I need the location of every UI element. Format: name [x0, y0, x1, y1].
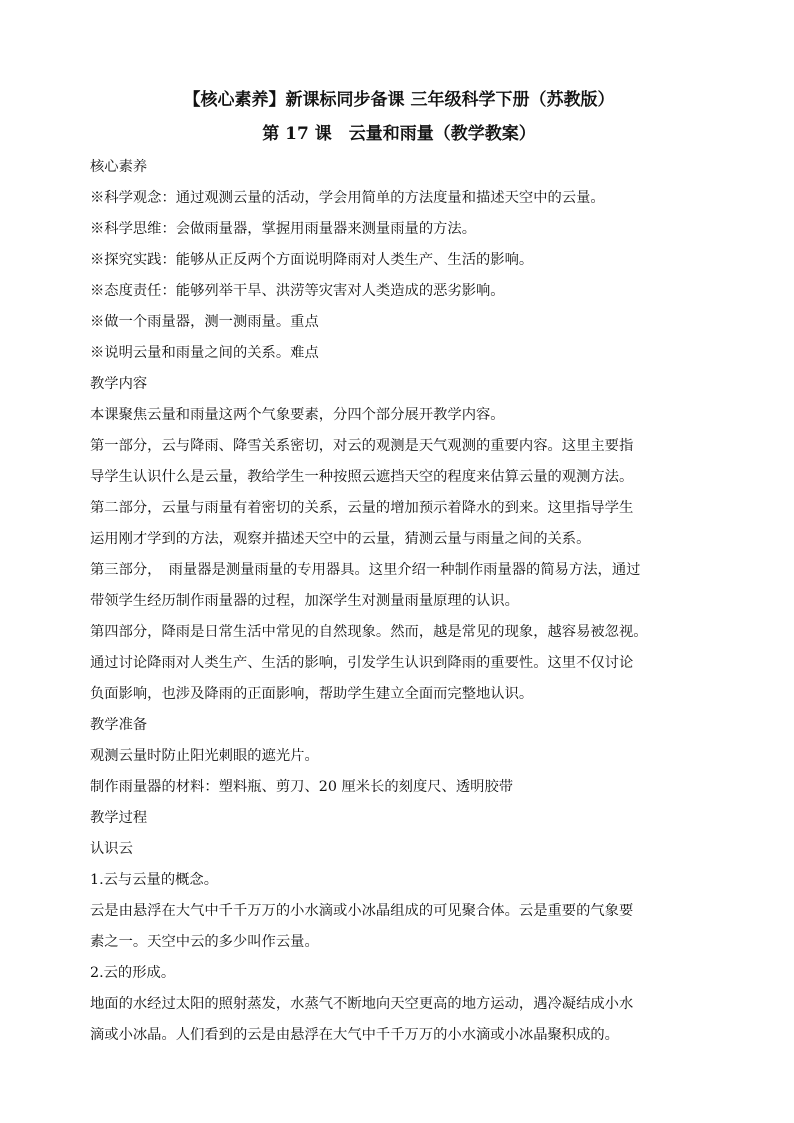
- text-line: ※说明云量和雨量之间的关系。难点: [90, 345, 319, 361]
- section-heading: 核心素养: [90, 159, 148, 175]
- text-line: 第一部分，云与降雨、降雪关系密切，对云的观测是天气观测的重要内容。这里主要指: [90, 438, 634, 454]
- text-line: ※态度责任：能够列举干旱、洪涝等灾害对人类造成的恶劣影响。: [90, 283, 505, 299]
- text-line: 2.云的形成。: [90, 965, 176, 981]
- text-line: 制作雨量器的材料：塑料瓶、剪刀、20 厘米长的刻度尺、透明胶带: [90, 779, 514, 795]
- text-line: 第二部分，云量与雨量有着密切的关系，云量的增加预示着降水的到来。这里指导学生: [90, 500, 634, 516]
- section-heading: 认识云: [90, 841, 133, 857]
- text-line: 1.云与云量的概念。: [90, 872, 219, 888]
- lesson-title: 第 17 课 云量和雨量（教学教案）: [262, 124, 536, 144]
- text-line: 地面的水经过太阳的照射蒸发，水蒸气不断地向天空更高的地方运动，遇冷凝结成小水: [90, 996, 634, 1012]
- text-line: ※科学思维：会做雨量器，掌握用雨量器来测量雨量的方法。: [90, 221, 477, 237]
- text-line: ※做一个雨量器，测一测雨量。重点: [90, 314, 319, 330]
- text-line: 云是由悬浮在大气中千千万万的小水滴或小冰晶组成的可见聚合体。云是重要的气象要: [90, 903, 634, 919]
- text-line: 带领学生经历制作雨量器的过程，加深学生对测量雨量原理的认识。: [90, 593, 519, 609]
- text-line: 观测云量时防止阳光刺眼的遮光片。: [90, 748, 319, 764]
- document-body: [90, 152, 708, 1051]
- section-heading: 教学内容: [90, 376, 148, 392]
- document-title: 【核心素养】新课标同步备课 三年级科学下册（苏教版）: [183, 90, 615, 110]
- text-line: ※科学观念：通过观测云量的活动，学会用简单的方法度量和描述天空中的云量。: [90, 190, 605, 206]
- text-line: 滴或小冰晶。人们看到的云是由悬浮在大气中千千万万的小水滴或小冰晶聚积成的。: [90, 1027, 619, 1043]
- section-heading: 教学准备: [90, 717, 148, 733]
- text-line: 负面影响，也涉及降雨的正面影响，帮助学生建立全面而完整地认识。: [90, 686, 534, 702]
- text-line: 运用刚才学到的方法，观察并描述天空中的云量，猜测云量与雨量之间的关系。: [90, 531, 591, 547]
- text-line: 素之一。天空中云的多少叫作云量。: [90, 934, 319, 950]
- text-line: 第三部分， 雨量器是测量雨量的专用器具。这里介绍一种制作雨量器的简易方法，通过: [90, 562, 641, 578]
- text-line: 导学生认识什么是云量，教给学生一种按照云遮挡天空的程度来估算云量的观测方法。: [90, 469, 634, 485]
- text-line: 本课聚焦云量和雨量这两个气象要素，分四个部分展开教学内容。: [90, 407, 505, 423]
- text-line: 第四部分，降雨是日常生活中常见的自然现象。然而，越是常见的现象，越容易被忽视。: [90, 624, 648, 640]
- section-heading: 教学过程: [90, 810, 148, 826]
- text-line: ※探究实践：能够从正反两个方面说明降雨对人类生产、生活的影响。: [90, 252, 534, 268]
- text-line: 通过讨论降雨对人类生产、生活的影响，引发学生认识到降雨的重要性。这里不仅讨论: [90, 655, 634, 671]
